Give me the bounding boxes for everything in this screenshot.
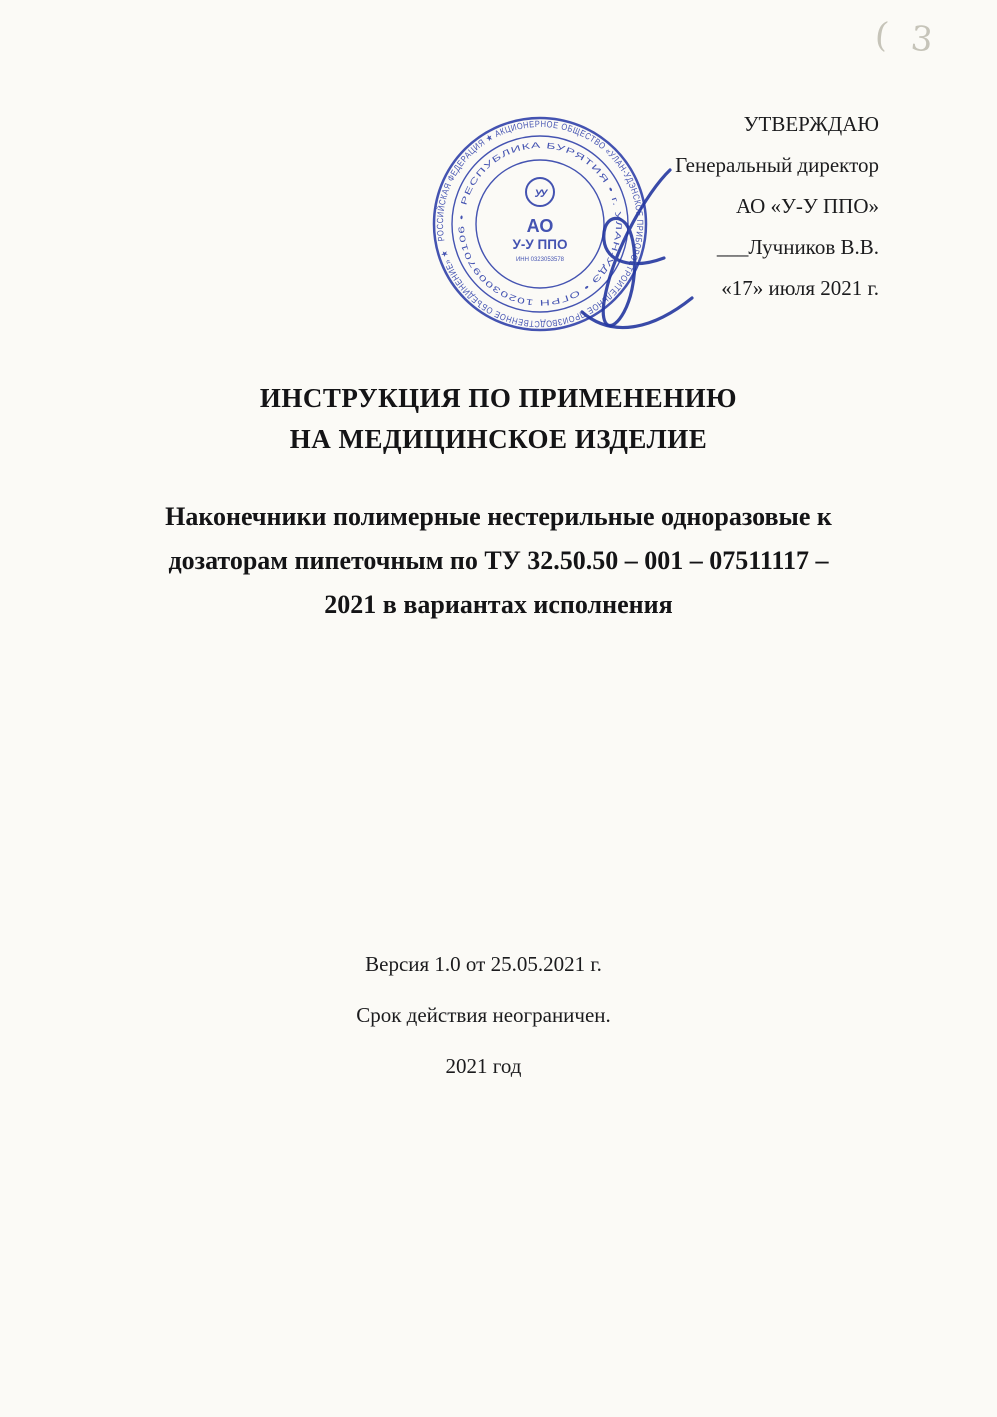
stamp-center-name: У-У ППО	[512, 237, 568, 252]
pencil-page-mark: ( 3	[873, 14, 941, 62]
version-line: Версия 1.0 от 25.05.2021 г.	[365, 952, 602, 976]
approval-line-signatory: ___Лучников В.В.	[716, 235, 879, 259]
approval-line-position: Генеральный директор	[675, 153, 879, 177]
document-subject-line-1: Наконечники полимерные нестерильные одноразовые к	[165, 502, 832, 531]
stamp-center-abbr: АО	[526, 216, 554, 236]
validity-line: Срок действия неограничен.	[356, 1003, 611, 1027]
document-title	[0, 378, 997, 460]
document-subject-line-2: дозаторам пипеточным по ТУ 32.50.50 – 001 – 07511117 –	[168, 546, 829, 575]
approval-line-approved: УТВЕРЖДАЮ	[743, 112, 879, 136]
document-title-line-2: НА МЕДИЦИНСКОЕ ИЗДЕЛИЕ	[289, 424, 708, 454]
year-line: 2021 год	[445, 1054, 522, 1078]
stamp-inner-ring-text: РЕСПУБЛИКА БУРЯТИЯ • г. УЛАН-УДЭ • ОГРН 1020300970106 •	[456, 140, 624, 308]
approval-line-date: «17» июля 2021 г.	[721, 276, 879, 300]
signature-icon	[552, 162, 737, 357]
document-subject	[60, 495, 937, 627]
document-title-line-1: ИНСТРУКЦИЯ ПО ПРИМЕНЕНИЮ	[259, 383, 738, 413]
stamp-outer-ring-text: РОССИЙСКАЯ ФЕДЕРАЦИЯ ★ АКЦИОНЕРНОЕ ОБЩЕСТВО «УЛАН-УДЭНСКОЕ ПРИБОРОСТРОИТЕЛЬНОЕ ПРОИЗВОДСТВЕННОЕ ОБЪЕДИНЕНИЕ» ★	[434, 118, 646, 330]
approval-line-company: АО «У-У ППО»	[735, 194, 879, 218]
document-footer	[0, 952, 967, 1105]
stamp-center-inn: ИНН 0323053578	[515, 257, 565, 263]
document-subject-line-3: 2021 в вариантах исполнения	[324, 590, 673, 619]
stamp-logo-monogram-icon: УУ	[534, 188, 546, 200]
